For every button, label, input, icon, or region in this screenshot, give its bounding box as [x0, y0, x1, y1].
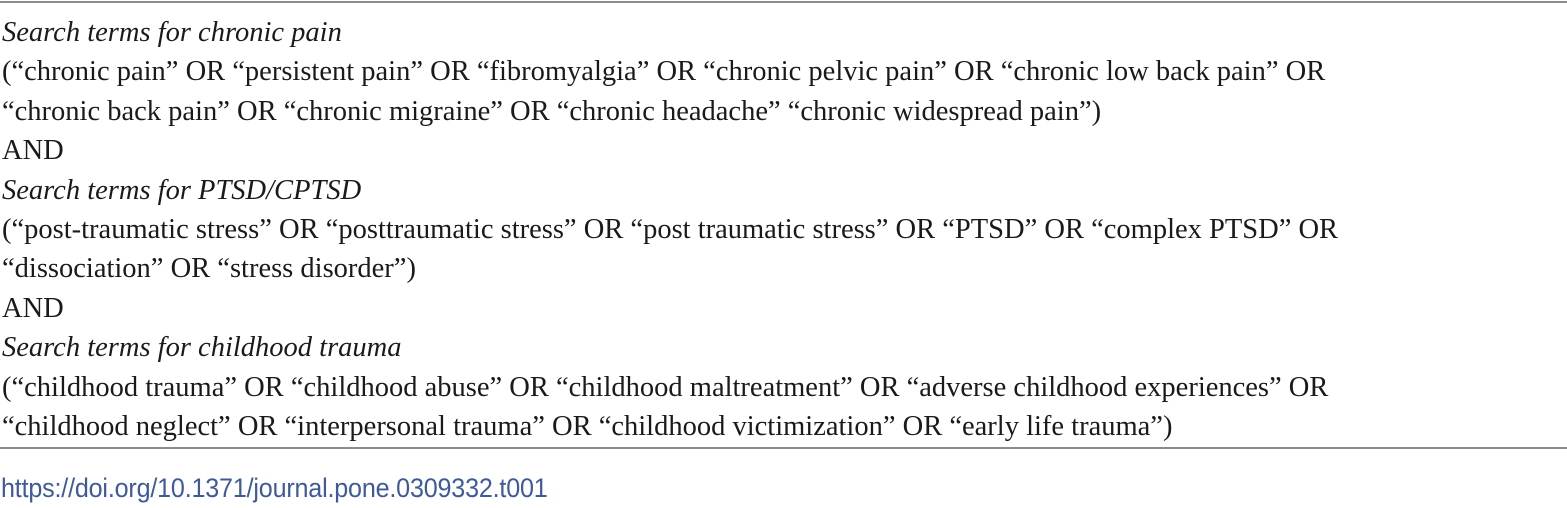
table-bottom-rule — [0, 447, 1567, 449]
childhood-trauma-terms-line-2: “childhood neglect” OR “interpersonal trauma” OR “childhood victimization” OR “early life trauma”) — [2, 410, 1173, 442]
chronic-pain-terms-line-2: “chronic back pain” OR “chronic migraine” OR “chronic headache” “chronic widespread pain”) — [2, 95, 1102, 127]
table-body — [2, 13, 1562, 446]
section-heading-ptsd: Search terms for PTSD/CPTSD — [2, 174, 362, 206]
section-heading-childhood-trauma: Search terms for childhood trauma — [2, 332, 402, 364]
ptsd-terms-line-1: (“post-traumatic stress” OR “posttraumatic stress” OR “post traumatic stress” OR “PTSD” OR “complex PTSD” OR — [2, 213, 1339, 245]
doi-link[interactable]: https://doi.org/10.1371/journal.pone.0309332.t001 — [1, 473, 548, 503]
childhood-trauma-terms-line-1: (“childhood trauma” OR “childhood abuse” OR “childhood maltreatment” OR “adverse childhood experiences” OR — [2, 371, 1329, 403]
and-connector-1: AND — [2, 135, 64, 167]
and-connector-2: AND — [2, 292, 64, 324]
chronic-pain-terms-line-1: (“chronic pain” OR “persistent pain” OR “fibromyalgia” OR “chronic pelvic pain” OR “chronic low back pain” OR — [2, 56, 1326, 88]
table-top-rule — [0, 1, 1567, 3]
section-heading-chronic-pain: Search terms for chronic pain — [2, 17, 342, 48]
ptsd-terms-line-2: “dissociation” OR “stress disorder”) — [2, 253, 416, 285]
